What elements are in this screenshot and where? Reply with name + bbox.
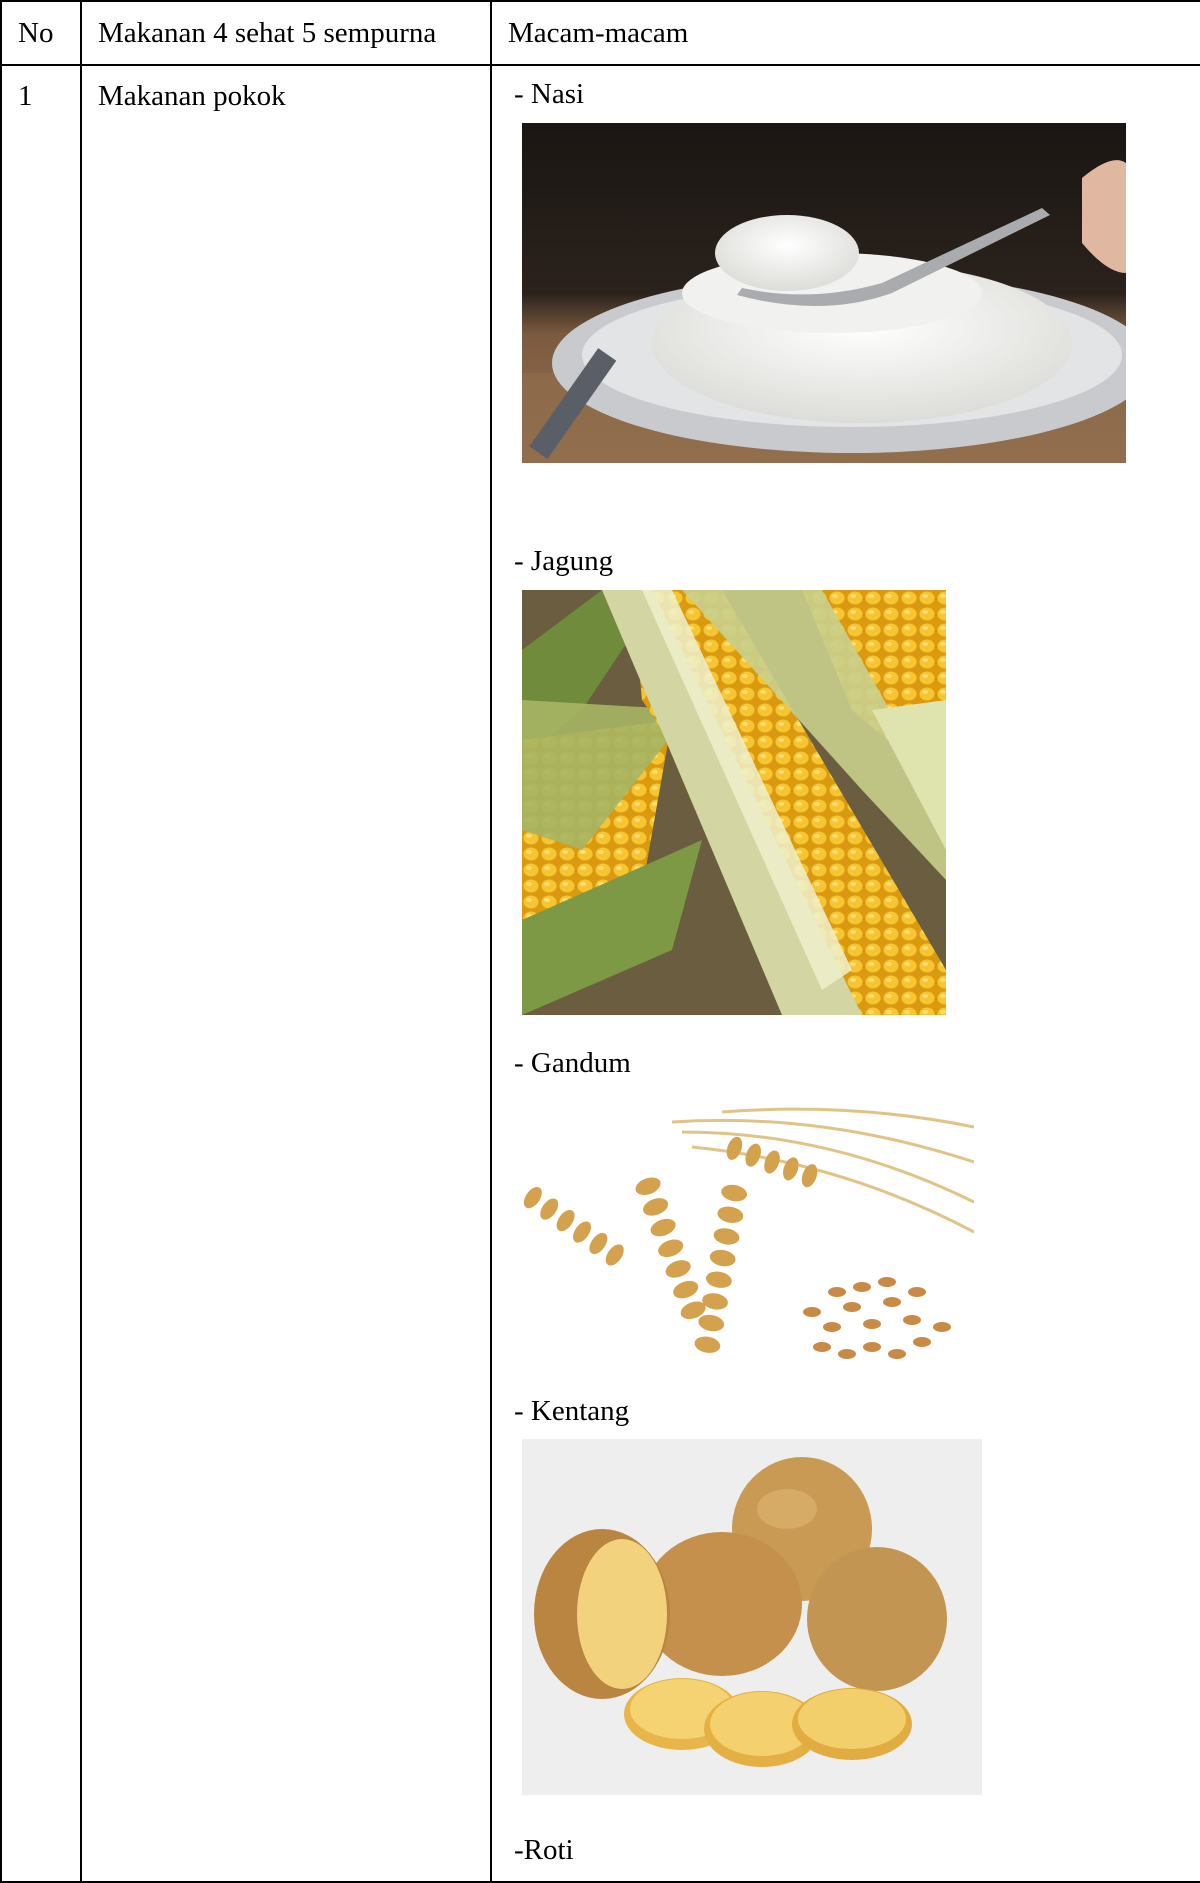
item-label-nasi: - Nasi <box>514 78 585 110</box>
item-label-roti: -Roti <box>514 1834 574 1866</box>
item-label-kentang: - Kentang <box>514 1395 630 1427</box>
item-label-gandum: - Gandum <box>514 1047 631 1079</box>
wheat-photo <box>522 1092 974 1374</box>
header-no: No <box>1 1 81 65</box>
row-number-cell <box>1 65 81 1882</box>
category-name: Makanan pokok <box>98 80 286 112</box>
rice-photo <box>522 123 1126 463</box>
types-cell <box>491 65 1200 1882</box>
category-cell <box>81 65 491 1882</box>
table-row <box>1 65 1200 1882</box>
corn-photo <box>522 590 946 1015</box>
header-category: Makanan 4 sehat 5 sempurna <box>81 1 491 65</box>
potatoes-photo <box>522 1439 982 1795</box>
header-types: Macam-macam <box>491 1 1200 65</box>
row-number: 1 <box>18 80 33 112</box>
item-label-jagung: - Jagung <box>514 545 614 577</box>
table-header-row <box>1 1 1200 65</box>
